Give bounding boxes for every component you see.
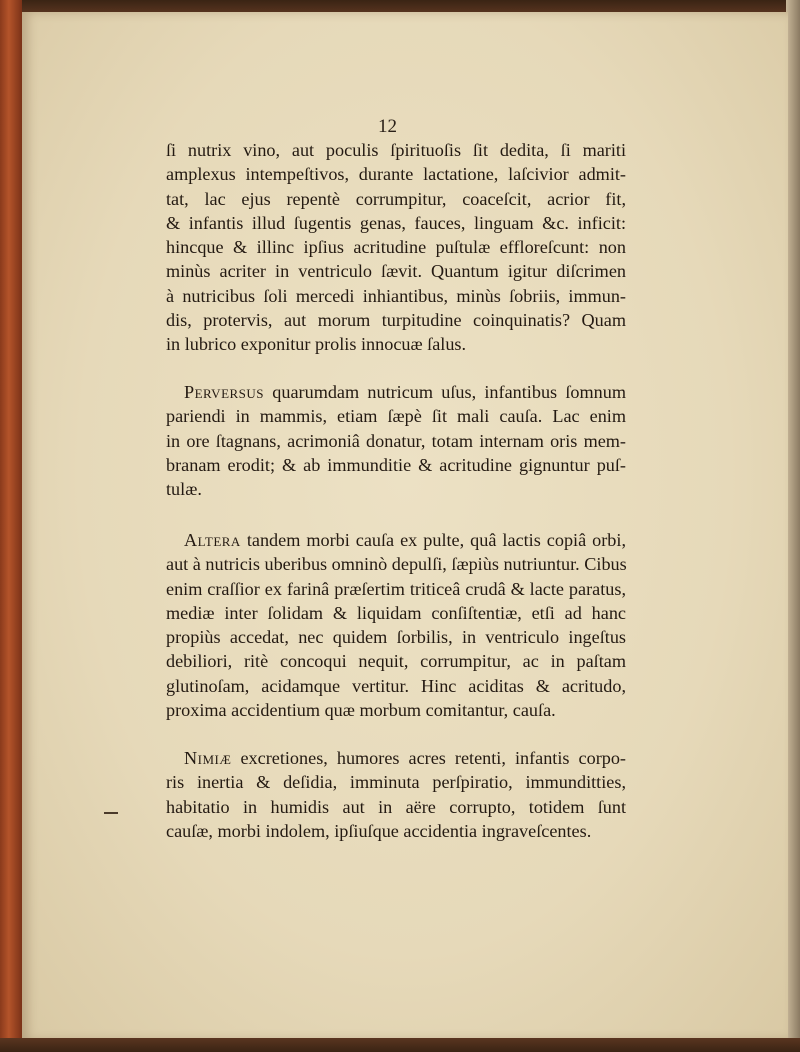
text-line: branam erodit; & ab immunditie & acritudine gignuntur puſ- — [166, 454, 626, 475]
text-line: ris inertia & deſidia, imminuta perſpiratio, immunditties, — [166, 772, 626, 793]
text-line — [166, 746, 626, 770]
paragraph-1 — [166, 138, 626, 357]
text-line: dis, protervis, aut morum turpitudine coinquinatis? Quam — [166, 310, 626, 331]
text-line: habitatio in humidis aut in aëre corrupto, totidem ſunt — [166, 796, 626, 817]
book-binding-spine — [0, 0, 22, 1052]
text-line: pariendi in mammis, etiam ſæpè ſit mali cauſa. Lac enim — [166, 406, 626, 427]
text-line: ſi nutrix vino, aut poculis ſpirituoſis ſit dedita, ſi mariti — [166, 140, 626, 160]
text-line: amplexus intempeſtivos, durante lactatione, laſcivior admit- — [166, 164, 626, 185]
text-line: cauſæ, morbi indolem, ipſiuſque accidentia ingraveſcentes. — [166, 820, 592, 841]
text-line — [166, 528, 626, 552]
paragraph-lead-word: Nimiæ — [184, 748, 232, 768]
text-line: à nutricibus ſoli mercedi inhiantibus, minùs ſobriis, immun- — [166, 285, 626, 306]
page-number: 12 — [378, 116, 397, 137]
text-line: tulæ. — [166, 479, 202, 500]
text-line: aut à nutricis uberibus omninò depulſi, ſæpiùs nutriuntur. Cibus — [166, 554, 627, 575]
text-line-rest: quarumdam nutricum uſus, infantibus ſomnum — [264, 382, 626, 402]
text-line: glutinoſam, acidamque vertitur. Hinc aciditas & acritudo, — [166, 675, 626, 696]
text-line-rest: excretiones, humores acres retenti, infantis corpo- — [231, 748, 626, 768]
text-line: tat, lac ejus repentè corrumpitur, coaceſcit, acrior fit, — [166, 188, 626, 209]
book-cover-bottom-edge — [0, 1038, 800, 1052]
paragraph-lead-word: Perversus — [184, 382, 265, 402]
text-line: hincque & illinc ipſius acritudine puſtulæ effloreſcunt: non — [166, 237, 626, 258]
text-line-rest: tandem morbi cauſa ex pulte, quâ lactis copiâ orbi, — [240, 530, 626, 550]
text-line: in ore ſtagnans, acrimoniâ donatur, totam internam oris mem- — [166, 430, 626, 451]
paragraph-lead-word: Altera — [184, 530, 241, 550]
text-line: & infantis illud ſugentis genas, fauces, linguam &c. inficit: — [166, 212, 626, 233]
paragraph-2 — [166, 380, 626, 501]
book-cover-right-edge — [786, 0, 800, 1052]
text-line: debiliori, ritè concoqui nequit, corrumpitur, ac in paſtam — [166, 651, 626, 672]
margin-dash-mark — [104, 812, 118, 814]
paragraph-3 — [166, 528, 626, 722]
text-line: propiùs accedat, nec quidem ſorbilis, in ventriculo ingeſtus — [166, 627, 626, 648]
text-line: proxima accidentium quæ morbum comitantur, cauſa. — [166, 700, 556, 721]
text-line: enim craſſior ex farinâ præſertim triticeâ crudâ & lacte paratus, — [166, 578, 626, 599]
text-line — [166, 380, 626, 404]
paragraph-4 — [166, 746, 626, 843]
text-line: in lubrico exponitur prolis innocuæ ſalus. — [166, 334, 467, 355]
text-line: mediæ inter ſolidam & liquidam conſiſtentiæ, etſi ad hanc — [166, 602, 626, 623]
text-line: minùs acriter in ventriculo ſævit. Quantum igitur diſcrimen — [166, 261, 626, 282]
